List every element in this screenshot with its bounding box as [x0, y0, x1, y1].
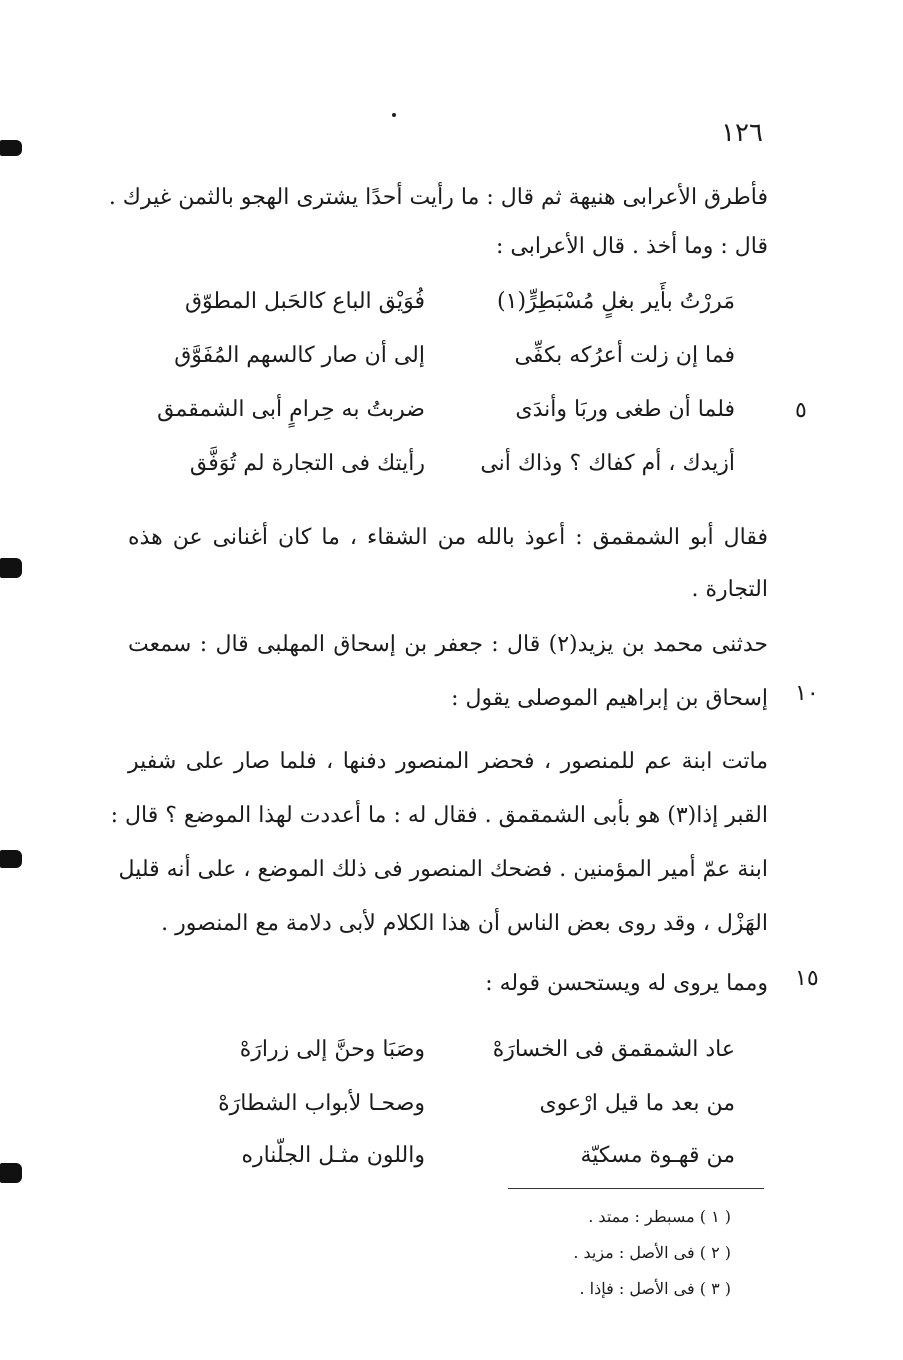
text-line: ومما يروى له ويستحسن قوله :	[485, 971, 768, 996]
scan-edge-mark	[0, 140, 22, 156]
text-line: ماتت ابنة عم للمنصور ، فحضر المنصور دفنها ، فلما صار على شفير	[128, 749, 768, 774]
hemistich-first: فلما أن طغى وربَا وأندَى	[515, 397, 735, 422]
text-line: إسحاق بن إبراهيم الموصلى يقول :	[451, 686, 768, 711]
scan-speck	[392, 113, 396, 117]
poem-verse	[135, 1030, 735, 1070]
hemistich-first: من قهـوة مسكيّة	[580, 1143, 735, 1168]
poem-verse	[135, 282, 735, 322]
footnote-divider	[508, 1188, 764, 1189]
hemistich-first: مَررْتُ بأَير بغلٍ مُسْبَطِرٍّ(١)	[497, 289, 735, 314]
hemistich-first: فما إن زلت أعرُكه بكفِّى	[514, 343, 735, 368]
poem-verse	[135, 1084, 735, 1124]
text-line: التجارة .	[691, 577, 768, 602]
scan-edge-mark	[0, 850, 22, 868]
hemistich-second: فُوَيْق الباع كالحَبل المطوّق	[184, 289, 425, 314]
text-line: فأطرق الأعرابى هنيهة ثم قال : ما رأيت أحدًا يشترى الهجو بالثمن غيرك .	[108, 185, 768, 210]
poem-verse	[135, 390, 735, 430]
hemistich-first: عاد الشمقمق فى الخسارَهْ	[492, 1037, 735, 1062]
text-line: فقال أبو الشمقمق : أعوذ بالله من الشقاء ، ما كان أغنانى عن هذه	[128, 525, 768, 550]
hemistich-second: ضربتُ به حِرامٍ أبى الشمقمق	[157, 397, 425, 422]
line-number: ١٠	[795, 681, 819, 706]
footnote: ( ٢ ) فى الأصل : مزيد .	[573, 1243, 731, 1262]
text-line: الهَزْل ، وقد روى بعض الناس أن هذا الكلام لأبى دلامة مع المنصور .	[161, 911, 768, 936]
footnote: ( ١ ) مسبطر : ممتد .	[588, 1207, 731, 1226]
poem-verse	[135, 336, 735, 376]
scan-edge-mark	[0, 1163, 22, 1183]
hemistich-second: واللون مثـل الجلّناره	[241, 1143, 425, 1168]
hemistich-second: وصحـا لأبواب الشطارَهْ	[218, 1091, 425, 1116]
text-line: حدثنى محمد بن يزيد(٢) قال : جعفر بن إسحاق المهلبى قال : سمعت	[128, 632, 768, 657]
poem-verse	[135, 1136, 735, 1176]
text-line: القبر إذا(٣) هو بأبى الشمقمق . فقال له : ما أعددت لهذا الموضع ؟ قال :	[110, 803, 768, 828]
hemistich-first: أزيدك ، أم كفاك ؟ وذاك أنى	[480, 451, 735, 476]
page-number: ١٢٦	[721, 118, 763, 148]
line-number: ٥	[795, 398, 807, 423]
scan-edge-mark	[0, 558, 22, 578]
line-number: ١٥	[795, 966, 819, 991]
hemistich-second: رأيتك فى التجارة لم تُوَفَّق	[189, 451, 425, 476]
text-line: ابنة عمّ أمير المؤمنين . فضحك المنصور فى ذلك الموضع ، على أنه قليل	[118, 857, 768, 882]
poem-verse	[135, 444, 735, 484]
hemistich-second: إلى أن صار كالسهم المُفَوَّق	[174, 343, 425, 368]
footnote: ( ٣ ) فى الأصل : فإذا .	[579, 1279, 731, 1298]
text-line: قال : وما أخذ . قال الأعرابى :	[495, 234, 768, 259]
hemistich-second: وصَبَا وحنَّ إلى زرارَهْ	[239, 1037, 425, 1062]
hemistich-first: من بعد ما قيل ارْعوى	[539, 1091, 735, 1116]
